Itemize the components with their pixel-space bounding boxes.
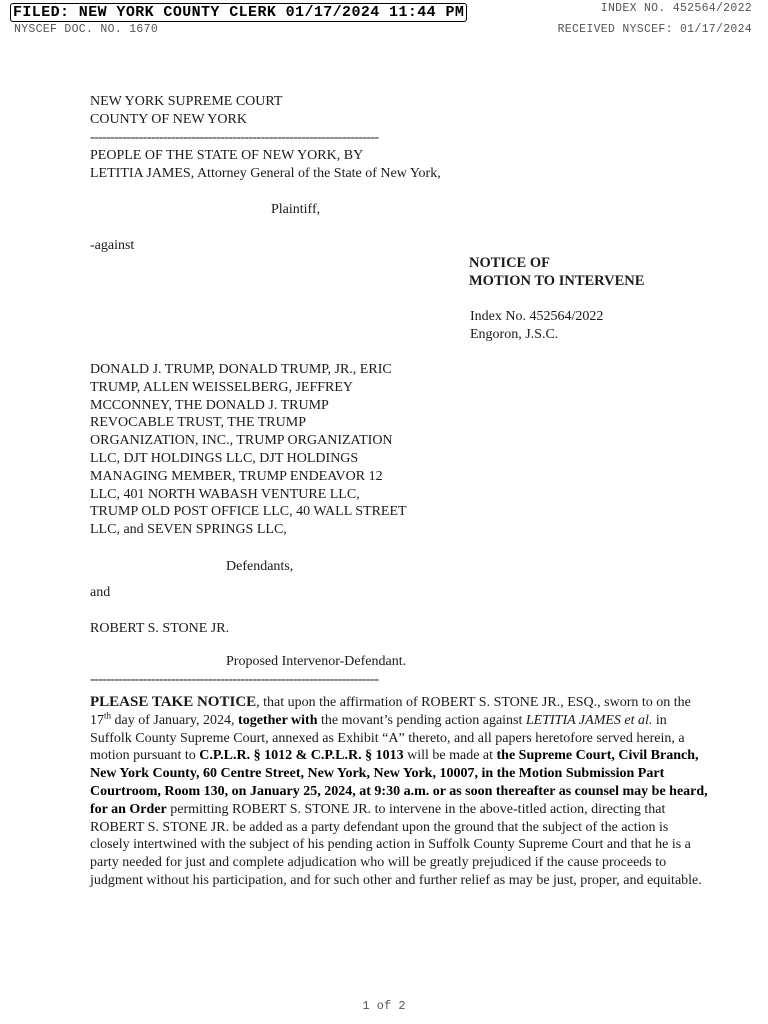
ordinal-suffix: th bbox=[104, 710, 112, 721]
document-title-line-2: MOTION TO INTERVENE bbox=[469, 273, 645, 289]
defendants-line: LLC, and SEVEN SPRINGS LLC, bbox=[90, 522, 287, 538]
defendants-line: TRUMP OLD POST OFFICE LLC, 40 WALL STREET bbox=[90, 504, 407, 520]
caption-rule-bottom: ----------------------------------------------------------------------- bbox=[90, 672, 379, 687]
please-take-notice: PLEASE TAKE NOTICE bbox=[90, 694, 257, 710]
plaintiff-line-2: LETITIA JAMES, Attorney General of the State of New York, bbox=[90, 166, 441, 181]
hearing-details: the Supreme Court, Civil Branch, New York County, 60 Centre Street, New York, New York, 10007, in the Motion Submission Part Courtroom, Room 130, on January 25, 2024, at 9:30 a.m. or as soon thereafter as counsel may be heard, for an Order bbox=[90, 748, 708, 817]
nyscef-doc-number: NYSCEF DOC. NO. 1670 bbox=[14, 23, 159, 36]
body-text: in Suffolk County Supreme Court, annexed as Exhibit “A” thereto, and all papers heretofore served herein, a motion pursuant to bbox=[90, 712, 685, 764]
case-name-italic: LETITIA JAMES et al. bbox=[525, 712, 653, 728]
statute-citation: C.P.L.R. § 1012 & C.P.L.R. § 1013 bbox=[199, 748, 404, 764]
caption-rule-top: ----------------------------------------------------------------------- bbox=[90, 130, 379, 145]
body-emphasis: together with bbox=[238, 712, 318, 728]
intervenor-name: ROBERT S. STONE JR. bbox=[90, 621, 230, 636]
body-text: permitting ROBERT S. STONE JR. to intervene in the above-titled action, directing that ROBERT S. STONE JR. be added as a party defendant upon the ground that the subject of the action is closely intertwined with the subject of his pending action in Suffolk County Supreme Court and that he is a party needed for just and complete adjudication who will be greatly prejudiced if the cause proceeds to judgment without his participation, and for such other and further relief as may be just, proper, and equitable. bbox=[90, 801, 702, 888]
defendants-line: ORGANIZATION, INC., TRUMP ORGANIZATION bbox=[90, 433, 393, 449]
filed-stamp: FILED: NEW YORK COUNTY CLERK 01/17/2024 11:44 PM bbox=[10, 3, 467, 22]
plaintiff-line-1: PEOPLE OF THE STATE OF NEW YORK, BY bbox=[90, 148, 364, 163]
and-label: and bbox=[90, 585, 111, 600]
defendants-line: MANAGING MEMBER, TRUMP ENDEAVOR 12 bbox=[90, 468, 383, 484]
defendants-line: LLC, 401 NORTH WABASH VENTURE LLC, bbox=[90, 486, 360, 502]
plaintiff-label: Plaintiff, bbox=[271, 202, 321, 217]
defendants-line: DONALD J. TRUMP, DONALD TRUMP, JR., ERIC bbox=[90, 362, 392, 377]
defendants-line: LLC, DJT HOLDINGS LLC, DJT HOLDINGS bbox=[90, 450, 359, 466]
defendants-line: MCCONNEY, THE DONALD J. TRUMP bbox=[90, 397, 329, 413]
judge-name: Engoron, J.S.C. bbox=[470, 327, 559, 342]
defendants-line: TRUMP, ALLEN WEISSELBERG, JEFFREY bbox=[90, 379, 354, 395]
defendants-list bbox=[90, 361, 407, 539]
body-text: , that upon the affirmation of ROBERT S. STONE JR., ESQ., sworn to on the 17 bbox=[90, 695, 691, 728]
county-name: COUNTY OF NEW YORK bbox=[90, 112, 247, 127]
defendants-label: Defendants, bbox=[226, 559, 294, 574]
page-number: 1 of 2 bbox=[362, 999, 406, 1013]
index-number: Index No. 452564/2022 bbox=[470, 309, 604, 324]
received-date: RECEIVED NYSCEF: 01/17/2024 bbox=[557, 23, 752, 36]
body-text: will be made at bbox=[403, 748, 497, 764]
intervenor-label: Proposed Intervenor-Defendant. bbox=[226, 654, 407, 669]
notice-body-paragraph bbox=[90, 694, 710, 890]
defendants-line: REVOCABLE TRUST, THE TRUMP bbox=[90, 415, 306, 431]
against-label: -against bbox=[90, 238, 135, 253]
body-text: day of January, 2024, bbox=[111, 712, 239, 728]
court-name: NEW YORK SUPREME COURT bbox=[90, 94, 283, 109]
header-index-number: INDEX NO. 452564/2022 bbox=[600, 2, 752, 15]
document-title-line-1: NOTICE OF bbox=[469, 255, 550, 271]
body-text: the movant’s pending action against bbox=[317, 712, 526, 728]
